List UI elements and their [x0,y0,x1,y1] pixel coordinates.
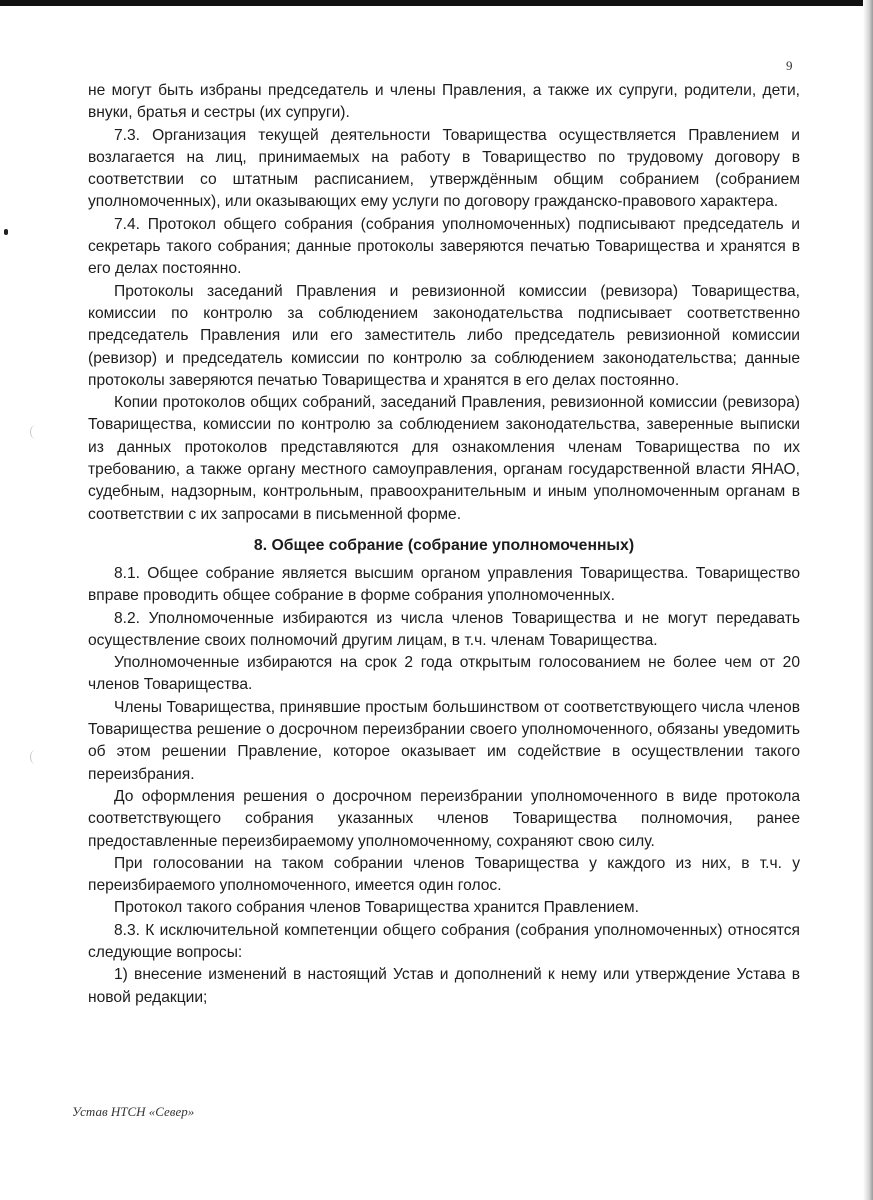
paragraph: 8.1. Общее собрание является высшим органом управления Товарищества. Товарищество вправе проводить общее собрание в форме собрания уполномоченных. [88,564,800,605]
scan-right-edge [863,0,873,1200]
paragraph: Уполномоченные избираются на срок 2 года открытым голосованием не более чем от 20 членов Товарищества. [88,654,800,694]
document-body [88,80,800,1009]
scan-hole-mark [30,750,41,764]
paragraph: Члены Товарищества, принявшие простым большинством от соответствующего числа членов Товарищества решение о досрочном переизбрании своего уполномоченного, обязаны уведомить об этом решении Правление, которое оказывает им содействие в осуществлении такого переизбрания. [88,698,800,783]
paragraph: При голосовании на таком собрании членов Товарищества у каждого из них, в т.ч. у переизбираемого уполномоченного, имеется один голос. [88,854,800,895]
paragraph: Протоколы заседаний Правления и ревизионной комиссии (ревизора) Товарищества, комиссии по контролю за соблюдением законодательства подписывает соответственно председатель Правления или его заместитель либо председатель ревизионной комиссии (ревизор) и председатель комиссии по контролю за соблюдением законодательства; данные протоколы заверяются печатью Товарищества и хранятся в его делах постоянно. [88,282,800,389]
paragraph: Копии протоколов общих собраний, заседаний Правления, ревизионной комиссии (ревизора) Товарищества, комиссии по контролю за соблюдением законодательства, заверенные выписки из данных протоколов представляются для ознакомления членам Товарищества по их требованию, а также органу местного самоуправления, органам государственной власти ЯНАО, судебным, надзорным, контрольным, правоохранительным и иным уполномоченным органам в соответствии с их запросами в письменной форме. [88,394,800,523]
scan-top-border [0,0,873,6]
scan-mark [4,229,8,235]
paragraph: 8.2. Уполномоченные избираются из числа членов Товарищества и не могут передавать осуществление своих полномочий другим лицам, в т.ч. членам Товарищества. [88,609,800,649]
paragraph: До оформления решения о досрочном переизбрании уполномоченного в виде протокола соответствующего собрания указанных членов Товарищества полномочия, ранее предоставленные переизбираемому уполномоченному, сохраняют свою силу. [88,787,800,850]
paragraph: 7.4. Протокол общего собрания (собрания уполномоченных) подписывают председатель и секретарь такого собрания; данные протоколы заверяются печатью Товарищества и хранятся в его делах постоянно. [88,215,800,278]
paragraph: Протокол такого собрания членов Товарищества хранится Правлением. [114,899,639,917]
section-heading: 8. Общее собрание (собрание уполномоченных) [253,536,635,554]
paragraph: 7.3. Организация текущей деятельности Товарищества осуществляется Правлением и возлагается на лиц, принимаемых на работу в Товарищество по трудовому договору в соответствии со штатным расписанием, утверждённым общим собранием (собранием уполномоченных), или оказывающих ему услуги по договору гражданско-правового характера. [88,126,800,211]
paragraph: 1) внесение изменений в настоящий Устав и дополнений к нему или утверждение Устава в новой редакции; [88,966,800,1006]
paragraph: не могут быть избраны председатель и члены Правления, а также их супруги, родители, дети, внуки, братья и сестры (их супруги). [88,82,800,122]
page-number: 9 [786,58,793,73]
scan-hole-mark [30,425,41,439]
paragraph: 8.3. К исключительной компетенции общего собрания (собрания уполномоченных) относятся следующие вопросы: [88,921,800,961]
page-footer: Устав НТСН «Север» [72,1104,195,1119]
